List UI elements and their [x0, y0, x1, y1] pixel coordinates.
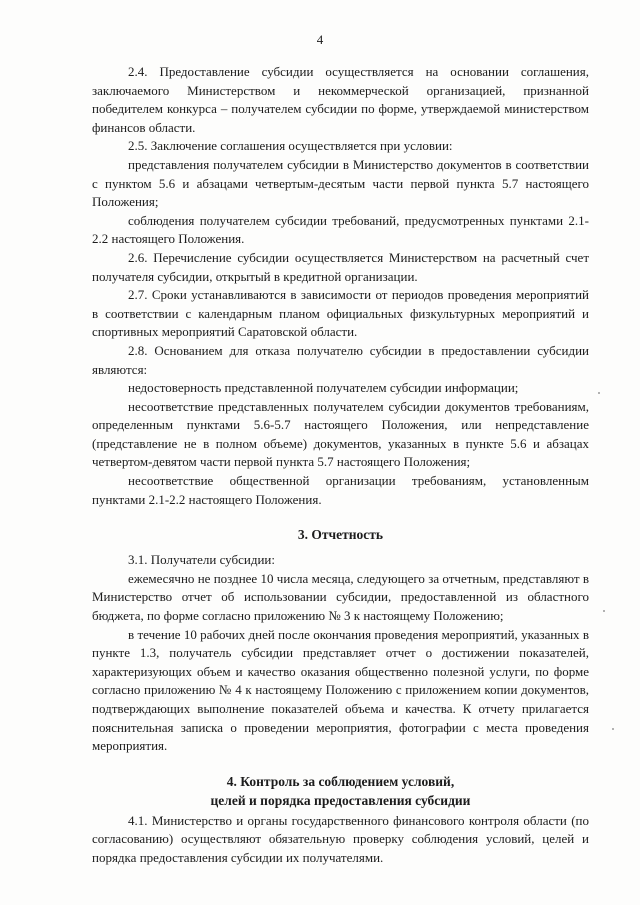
section-4-heading-line-2: целей и порядка предоставления субсидии: [210, 792, 471, 808]
section-4-heading: [92, 772, 589, 810]
paragraph-2-8: 2.8. Основанием для отказа получателю субсидии в предоставлении субсидии являются:: [92, 342, 589, 377]
paragraph-2-5-condition-documents: представления получателем субсидии в Министерство документов в соответствии с пунктом 5.6 и абзацами четвертым-десятым части первой пункта 5.7 настоящего Положения;: [92, 156, 589, 210]
section-3-heading: 3. Отчетность: [297, 527, 384, 543]
scan-speck: [612, 728, 614, 730]
paragraph-2-8-reason-documents-mismatch: несоответствие представленных получателем субсидии документов требованиям, определенным пунктами 5.6-5.7 настоящего Положения, или непредставление (представление не в полном объеме) документов, указанных в пункте 5.6 и абзацах четвертом-девятом части первой пункта 5.7 настоящего Положения;: [92, 398, 589, 470]
document-body: [92, 63, 589, 868]
scan-speck: [598, 392, 600, 394]
paragraph-2-6: 2.6. Перечисление субсидии осуществляется Министерством на расчетный счет получателя субсидии, открытый в кредитной организации.: [92, 249, 589, 284]
paragraph-2-8-reason-organization-mismatch: несоответствие общественной организации требованиям, установленным пунктами 2.1-2.2 настоящего Положения.: [92, 473, 589, 507]
paragraph-2-5: 2.5. Заключение соглашения осуществляется при условии:: [128, 138, 453, 154]
scan-speck: [603, 610, 605, 612]
paragraph-3-1: 3.1. Получатели субсидии:: [128, 552, 275, 568]
paragraph-2-5-condition-requirements: соблюдения получателем субсидии требований, предусмотренных пунктами 2.1-2.2 настоящего Положения.: [92, 212, 589, 247]
paragraph-3-1-final-report: в течение 10 рабочих дней после окончания проведения мероприятий, указанных в пункте 1.3, получатель субсидии представляет отчет о достижении показателей, характеризующих объем и качество оказания общественно полезной услуги, по форме согласно приложению № 4 к настоящему Положению с приложением копии документов, подтверждающих выполнение показателей объема и качества. К отчету прилагается пояснительная записка о проведении мероприятия, фотографии с места проведения мероприятия.: [92, 626, 589, 754]
section-4-heading-line-1: 4. Контроль за соблюдением условий,: [226, 773, 455, 789]
paragraph-2-8-reason-unreliable-info: недостоверность представленной получателем субсидии информации;: [128, 380, 519, 396]
page-number: 4: [316, 32, 324, 47]
paragraph-2-4: 2.4. Предоставление субсидии осуществляется на основании соглашения, заключаемого Министерством и некоммерческой организацией, признанной победителем конкурса – получателем субсидии по форме, утверждаемой министерством финансов области.: [92, 64, 589, 135]
paragraph-2-7: 2.7. Сроки устанавливаются в зависимости от периодов проведения мероприятий в соответствии с календарным планом официальных физкультурных мероприятий и спортивных мероприятий Саратовской области.: [92, 287, 589, 340]
paragraph-3-1-monthly-report: ежемесячно не позднее 10 числа месяца, следующего за отчетным, представляют в Министерство отчет об использовании субсидии, предоставленной из областного бюджета, по форме согласно приложению № 3 к настоящему Положению;: [92, 570, 589, 624]
paragraph-4-1: 4.1. Министерство и органы государственного финансового контроля области (по согласованию) осуществляют обязательную проверку соблюдения условий, целей и порядка предоставления субсидии их получателями.: [92, 812, 589, 865]
